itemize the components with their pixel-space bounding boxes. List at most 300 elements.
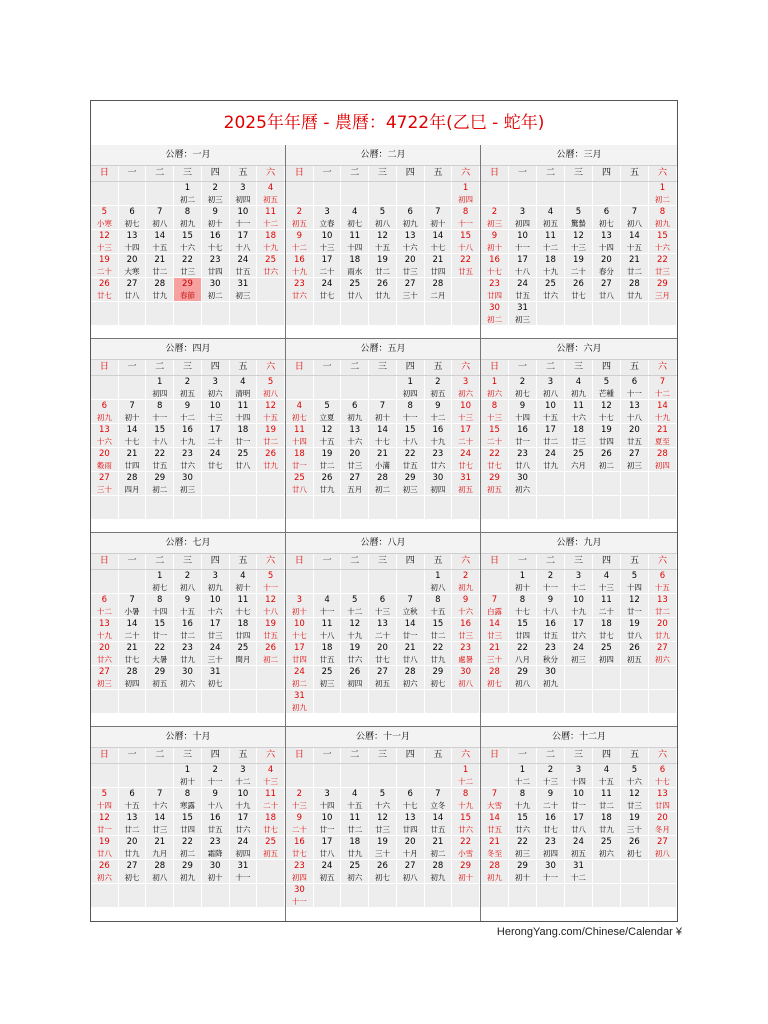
- day-cell: [341, 594, 369, 618]
- site-footer-link[interactable]: HerongYang.com/Chinese/Calendar ¥: [496, 926, 682, 938]
- solar-day: 4: [267, 765, 274, 775]
- lunar-day: 廿一: [291, 461, 307, 470]
- day-cell: [537, 278, 565, 302]
- solar-day: 14: [126, 619, 138, 629]
- lunar-day: 十二: [430, 413, 446, 422]
- day-cell: [537, 666, 565, 690]
- solar-day: 8: [491, 401, 498, 411]
- lunar-day: 大雪: [486, 801, 502, 810]
- empty-cell: [621, 496, 649, 520]
- day-cell: [425, 472, 453, 496]
- weekday-label: 六: [452, 748, 480, 763]
- solar-day: 7: [407, 595, 413, 605]
- empty-cell: [91, 302, 119, 326]
- empty-cell: [91, 764, 119, 788]
- day-cell: [91, 206, 119, 230]
- lunar-day: 廿二: [542, 437, 558, 446]
- solar-day: 11: [601, 595, 612, 605]
- empty-cell: [593, 690, 621, 714]
- weekday-label: 六: [257, 554, 285, 569]
- day-cell: [146, 812, 174, 836]
- lunar-day: 十一: [235, 873, 251, 882]
- lunar-day: 立冬: [430, 801, 446, 810]
- day-cell: [649, 278, 677, 302]
- lunar-day: 初七: [207, 679, 223, 688]
- solar-day: 8: [184, 207, 191, 217]
- day-cell: [202, 230, 230, 254]
- solar-day: 1: [519, 765, 526, 775]
- lunar-day: 廿四: [207, 267, 223, 276]
- lunar-day: 五月: [347, 485, 363, 494]
- solar-day: 22: [489, 449, 500, 459]
- day-cell: [314, 424, 342, 448]
- lunar-day: 十八: [152, 437, 168, 446]
- lunar-day: 廿四: [514, 631, 530, 640]
- day-cell: [509, 278, 537, 302]
- lunar-day: 初八: [179, 583, 195, 592]
- lunar-day: 廿四: [654, 801, 670, 810]
- lunar-day: 廿八: [96, 849, 112, 858]
- lunar-day: 十五: [598, 777, 614, 786]
- empty-cell: [174, 302, 202, 326]
- lunar-day: 十七: [654, 777, 670, 786]
- day-cell: [397, 666, 425, 690]
- solar-day: 25: [237, 449, 249, 459]
- lunar-day: 十五: [319, 437, 335, 446]
- lunar-day: 初九: [542, 679, 558, 688]
- day-cell: [565, 764, 593, 788]
- weekday-header: [91, 748, 285, 764]
- weekday-label: 一: [119, 748, 147, 763]
- lunar-day: 初六: [458, 389, 474, 398]
- solar-day: 24: [321, 279, 333, 289]
- day-cell: [91, 812, 119, 836]
- lunar-day: 廿九: [374, 291, 390, 300]
- weekday-label: 六: [452, 554, 480, 569]
- day-cell: [91, 278, 119, 302]
- lunar-day: 廿三: [374, 825, 390, 834]
- lunar-day: 廿三: [179, 267, 195, 276]
- day-cell: [397, 618, 425, 642]
- solar-day: 13: [656, 789, 668, 799]
- lunar-day: 立春: [319, 219, 335, 228]
- lunar-day: 廿二: [626, 267, 642, 276]
- lunar-day: 二十: [263, 801, 279, 810]
- weekday-label: 三: [369, 554, 397, 569]
- day-cell: [341, 836, 369, 860]
- solar-day: 1: [184, 765, 191, 775]
- lunar-day: 十一: [542, 583, 558, 592]
- lunar-day: 初四: [542, 849, 558, 858]
- solar-day: 24: [460, 449, 471, 459]
- weekday-label: 日: [91, 748, 119, 763]
- empty-cell: [397, 302, 425, 326]
- solar-day: 2: [296, 789, 303, 799]
- lunar-day: 二十: [207, 437, 223, 446]
- lunar-day: 廿三: [207, 631, 223, 640]
- lunar-day: 初七: [514, 389, 530, 398]
- solar-day: 28: [629, 279, 640, 289]
- empty-cell: [425, 764, 453, 788]
- solar-day: 20: [629, 425, 640, 435]
- empty-cell: [146, 496, 174, 520]
- day-cell: [425, 788, 453, 812]
- lunar-day: 初八: [152, 873, 168, 882]
- day-cell: [593, 836, 621, 860]
- weekday-label: 四: [397, 360, 425, 375]
- empty-cell: [174, 690, 202, 714]
- solar-day: 7: [157, 789, 163, 799]
- day-cell: [286, 812, 314, 836]
- empty-cell: [119, 182, 147, 206]
- solar-day: 9: [184, 595, 191, 605]
- solar-day: 8: [184, 789, 191, 799]
- day-cell: [621, 448, 649, 472]
- empty-cell: [202, 302, 230, 326]
- lunar-day: 初四: [152, 389, 168, 398]
- solar-day: 15: [460, 813, 471, 823]
- day-cell: [91, 618, 119, 642]
- lunar-day: 廿九: [430, 655, 446, 664]
- solar-day: 7: [129, 401, 135, 411]
- solar-day: 19: [265, 425, 276, 435]
- lunar-day: 十八: [542, 607, 558, 616]
- solar-day: 29: [154, 667, 166, 677]
- solar-day: 3: [519, 207, 526, 217]
- solar-day: 30: [517, 473, 528, 483]
- lunar-day: 十八: [207, 801, 223, 810]
- day-cell: [509, 400, 537, 424]
- day-cell: [174, 472, 202, 496]
- lunar-day: 初五: [430, 389, 446, 398]
- solar-day: 16: [432, 425, 444, 435]
- day-cell: [452, 860, 480, 884]
- weekday-label: 一: [509, 360, 537, 375]
- lunar-day: 廿四: [235, 631, 251, 640]
- solar-day: 13: [126, 231, 138, 241]
- solar-day: 20: [98, 449, 110, 459]
- lunar-day: 十四: [235, 413, 251, 422]
- day-cell: [593, 448, 621, 472]
- day-cell: [314, 206, 342, 230]
- lunar-day: 廿一: [570, 801, 586, 810]
- day-cell: [537, 448, 565, 472]
- day-cell: [481, 400, 509, 424]
- lunar-day: 二十: [374, 631, 390, 640]
- lunar-day: 十七: [291, 631, 307, 640]
- lunar-day: 二十: [598, 607, 614, 616]
- lunar-day: 十六: [570, 413, 586, 422]
- lunar-day: 十八: [458, 243, 474, 252]
- solar-day: 12: [321, 425, 333, 435]
- day-grid: [481, 376, 677, 520]
- empty-cell: [452, 278, 480, 302]
- day-cell: [286, 690, 314, 714]
- day-cell: [593, 254, 621, 278]
- weekday-label: 五: [230, 166, 258, 181]
- day-cell: [509, 230, 537, 254]
- lunar-day: 初四: [235, 195, 251, 204]
- lunar-day: 廿三: [486, 631, 502, 640]
- day-cell: [91, 424, 119, 448]
- empty-cell: [314, 690, 342, 714]
- day-cell: [314, 788, 342, 812]
- day-cell: [91, 472, 119, 496]
- weekday-label: 四: [397, 554, 425, 569]
- day-cell: [230, 764, 258, 788]
- empty-cell: [286, 182, 314, 206]
- lunar-day: 處暑: [458, 655, 474, 664]
- lunar-day: 十九: [430, 437, 446, 446]
- lunar-day: 十七: [486, 267, 502, 276]
- solar-day: 22: [432, 643, 444, 653]
- day-cell: [621, 254, 649, 278]
- day-cell: [481, 860, 509, 884]
- solar-day: 27: [404, 861, 416, 871]
- empty-cell: [537, 182, 565, 206]
- solar-day: 7: [631, 207, 638, 217]
- lunar-day: 廿五: [235, 267, 251, 276]
- weekday-label: 六: [649, 166, 677, 181]
- solar-day: 14: [656, 401, 668, 411]
- solar-day: 15: [517, 619, 528, 629]
- empty-cell: [593, 472, 621, 496]
- lunar-day: 十六: [458, 607, 474, 616]
- lunar-day: 十九: [291, 267, 307, 276]
- day-cell: [593, 618, 621, 642]
- lunar-day: 初三: [486, 219, 502, 228]
- weekday-label: 三: [369, 166, 397, 181]
- day-cell: [425, 836, 453, 860]
- day-cell: [257, 448, 285, 472]
- lunar-day: 初八: [654, 849, 670, 858]
- solar-day: 21: [404, 643, 416, 653]
- solar-day: 16: [293, 255, 305, 265]
- solar-day: 23: [460, 643, 471, 653]
- lunar-day: 十四: [124, 243, 140, 252]
- solar-day: 9: [547, 595, 554, 605]
- solar-day: 20: [601, 255, 612, 265]
- lunar-day: 初九: [402, 219, 418, 228]
- day-cell: [174, 206, 202, 230]
- lunar-day: 廿七: [124, 655, 140, 664]
- solar-day: 6: [659, 571, 666, 581]
- day-cell: [425, 666, 453, 690]
- day-cell: [202, 254, 230, 278]
- day-cell: [593, 400, 621, 424]
- solar-day: 22: [154, 643, 166, 653]
- solar-day: 9: [212, 207, 218, 217]
- lunar-day: 初五: [374, 679, 390, 688]
- day-cell: [425, 400, 453, 424]
- lunar-day: 初八: [402, 873, 418, 882]
- lunar-day: 初九: [486, 873, 502, 882]
- day-cell: [649, 836, 677, 860]
- empty-cell: [257, 884, 285, 908]
- empty-cell: [537, 690, 565, 714]
- weekday-label: 三: [565, 748, 593, 763]
- lunar-day: 初十: [458, 873, 474, 882]
- solar-day: 14: [154, 813, 166, 823]
- solar-day: 8: [462, 207, 469, 217]
- day-cell: [593, 230, 621, 254]
- lunar-day: 十六: [152, 801, 168, 810]
- weekday-label: 二: [341, 554, 369, 569]
- lunar-day: 十二: [458, 777, 474, 786]
- solar-day: 16: [182, 425, 193, 435]
- lunar-day: 廿六: [570, 631, 586, 640]
- weekday-label: 六: [649, 748, 677, 763]
- lunar-day: 十一: [542, 873, 558, 882]
- empty-cell: [341, 376, 369, 400]
- day-cell: [397, 594, 425, 618]
- day-cell: [537, 618, 565, 642]
- solar-day: 16: [209, 231, 221, 241]
- solar-day: 26: [98, 861, 110, 871]
- solar-day: 24: [237, 255, 249, 265]
- day-cell: [397, 788, 425, 812]
- lunar-day: 廿六: [96, 655, 112, 664]
- lunar-day: 小滿: [374, 461, 390, 470]
- lunar-day: 廿八: [291, 485, 307, 494]
- lunar-day: 十二: [263, 219, 279, 228]
- solar-day: 9: [547, 789, 554, 799]
- month-title: 公曆：五月: [286, 339, 480, 360]
- day-cell: [621, 642, 649, 666]
- solar-day: 11: [265, 789, 276, 799]
- day-cell: [369, 448, 397, 472]
- solar-day: 26: [377, 279, 388, 289]
- day-grid: [481, 182, 677, 326]
- day-cell: [146, 472, 174, 496]
- day-cell: [481, 836, 509, 860]
- lunar-day: 初九: [96, 413, 112, 422]
- solar-day: 14: [489, 813, 500, 823]
- lunar-day: 十八: [263, 607, 279, 616]
- weekday-header: [286, 748, 480, 764]
- solar-day: 8: [519, 595, 526, 605]
- day-cell: [537, 230, 565, 254]
- solar-day: 11: [293, 425, 305, 435]
- weekday-label: 四: [397, 166, 425, 181]
- solar-day: 8: [407, 401, 413, 411]
- lunar-day: 十五: [263, 413, 279, 422]
- month-block: [481, 145, 677, 339]
- lunar-day: 三十: [96, 485, 112, 494]
- day-cell: [452, 570, 480, 594]
- solar-day: 5: [267, 571, 274, 581]
- lunar-day: 初九: [347, 413, 363, 422]
- lunar-day: 廿三: [458, 631, 474, 640]
- weekday-label: 五: [425, 360, 453, 375]
- solar-day: 13: [349, 425, 361, 435]
- lunar-day: 十五: [179, 607, 195, 616]
- empty-cell: [341, 884, 369, 908]
- day-cell: [649, 570, 677, 594]
- empty-cell: [593, 496, 621, 520]
- solar-day: 6: [631, 377, 638, 387]
- lunar-day: 初八: [514, 679, 530, 688]
- solar-day: 2: [519, 377, 526, 387]
- solar-day: 30: [460, 667, 471, 677]
- month-title: 公曆：九月: [481, 533, 677, 554]
- lunar-day: 廿二: [347, 825, 363, 834]
- solar-day: 15: [656, 231, 668, 241]
- empty-cell: [481, 182, 509, 206]
- month-title: 公曆：十一月: [286, 727, 480, 748]
- day-cell: [257, 812, 285, 836]
- lunar-day: 廿八: [347, 291, 363, 300]
- day-cell: [314, 666, 342, 690]
- day-cell: [425, 570, 453, 594]
- day-cell: [452, 472, 480, 496]
- day-cell: [341, 472, 369, 496]
- day-cell: [537, 206, 565, 230]
- empty-cell: [397, 496, 425, 520]
- lunar-day: 初二: [486, 315, 502, 324]
- lunar-day: 八月: [514, 655, 530, 664]
- day-cell: [174, 666, 202, 690]
- solar-day: 22: [517, 837, 528, 847]
- empty-cell: [341, 690, 369, 714]
- solar-day: 28: [489, 667, 500, 677]
- solar-day: 31: [573, 861, 584, 871]
- lunar-day: 初八: [152, 219, 168, 228]
- lunar-day: 三十: [626, 825, 642, 834]
- solar-day: 8: [519, 789, 526, 799]
- day-cell: [481, 376, 509, 400]
- weekday-label: 六: [452, 166, 480, 181]
- solar-day: 23: [432, 449, 444, 459]
- solar-day: 17: [321, 255, 333, 265]
- solar-day: 21: [629, 255, 640, 265]
- day-cell: [593, 764, 621, 788]
- weekday-label: 三: [174, 554, 202, 569]
- solar-day: 5: [631, 765, 638, 775]
- empty-cell: [202, 472, 230, 496]
- weekday-label: 六: [649, 360, 677, 375]
- day-cell: [91, 448, 119, 472]
- empty-cell: [257, 472, 285, 496]
- lunar-day: 廿七: [319, 291, 335, 300]
- solar-day: 5: [631, 571, 638, 581]
- month-block: [286, 727, 481, 921]
- lunar-day: 初十: [374, 413, 390, 422]
- weekday-label: 四: [593, 748, 621, 763]
- day-cell: [369, 666, 397, 690]
- empty-cell: [119, 764, 147, 788]
- solar-day: 15: [182, 813, 193, 823]
- day-cell: [257, 376, 285, 400]
- lunar-day: 十九: [654, 413, 670, 422]
- lunar-day: 初四: [124, 679, 140, 688]
- solar-day: 14: [154, 231, 166, 241]
- day-cell: [565, 812, 593, 836]
- solar-day: 15: [404, 425, 416, 435]
- day-cell: [119, 254, 147, 278]
- solar-day: 30: [182, 667, 193, 677]
- solar-day: 22: [404, 449, 416, 459]
- day-cell: [174, 642, 202, 666]
- solar-day: 25: [573, 449, 584, 459]
- day-cell: [174, 836, 202, 860]
- weekday-label: 一: [314, 554, 342, 569]
- day-cell: [91, 788, 119, 812]
- lunar-day: 雨水: [347, 267, 363, 276]
- lunar-day: 十七: [514, 607, 530, 616]
- day-cell: [146, 594, 174, 618]
- solar-day: 15: [489, 425, 500, 435]
